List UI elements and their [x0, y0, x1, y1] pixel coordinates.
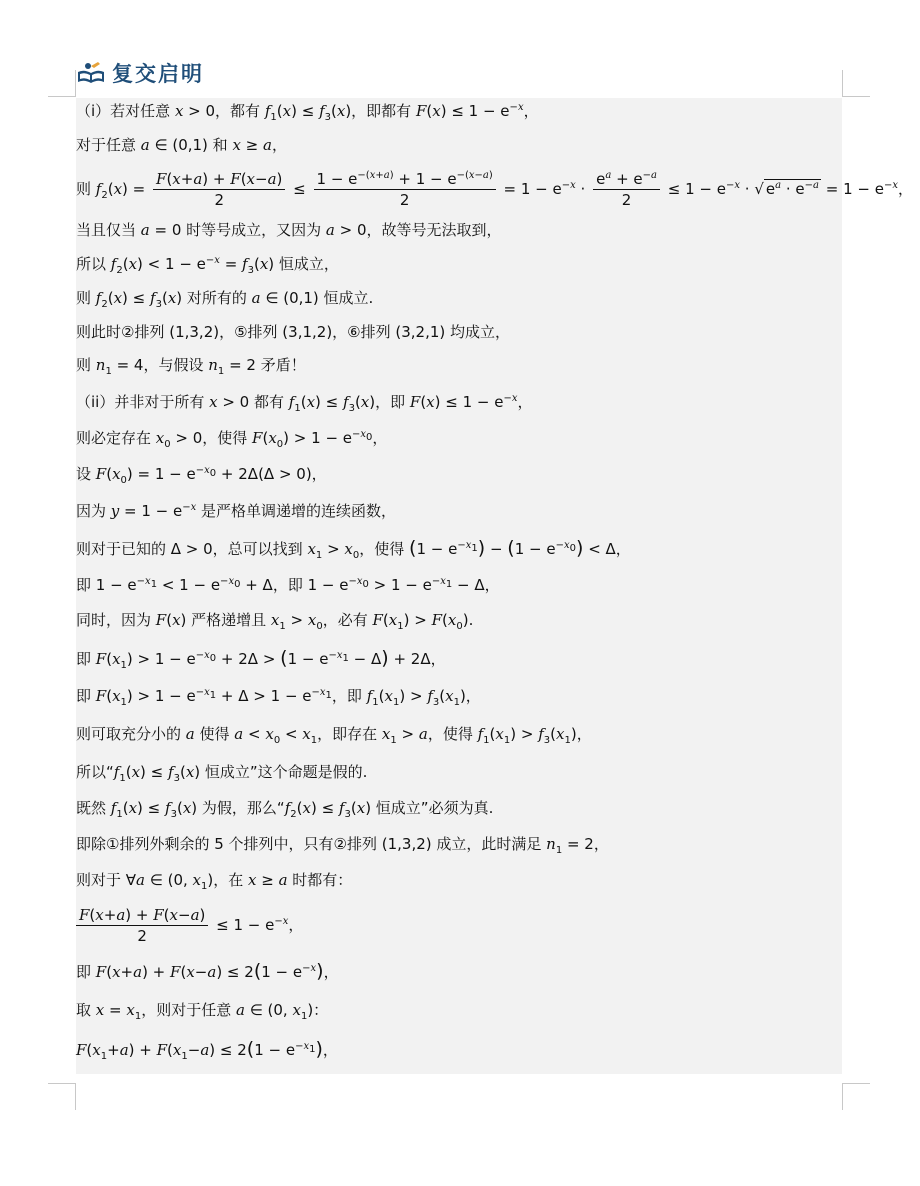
crop-mark-top-left-v — [75, 70, 76, 97]
text-line: 则可取充分小的 a 使得 $a < x_0 < x_1$，即存在 $x_1 > a$，使得 $f_1(x_1) > f_3(x_1)$， — [76, 725, 592, 746]
text-line: $\frac{F(x+a) + F(x-a)}{2}$ ≤ $1 - e^{-x}$， — [76, 904, 303, 946]
brand-logo — [76, 56, 204, 90]
text-line: 因为 $y = 1 - e^{-x}$ 是严格单调递增的连续函数， — [76, 502, 397, 520]
text-line: 所以“$f_1(x) \le f_3(x)$ 恒成立”这个命题是假的. — [76, 763, 368, 784]
crop-mark-top-right-v — [842, 70, 843, 97]
text-line: 即 $F(x_1) > 1 - e^{-x_1} + \Delta > 1 - e^{-x_1}$，即 $f_1(x_1) > f_3(x_1)$， — [76, 687, 481, 708]
brand-name: 复交启明 — [112, 61, 204, 86]
text-line: 即 $F(x_1) > 1 - e^{-x_0} + 2\Delta > (1 - e^{-x_1} - \Delta) + 2\Delta$， — [76, 647, 446, 671]
text-line: 当且仅当 a = 0 时等号成立，又因为 a > 0，故等号无法取到， — [76, 221, 502, 239]
text-line: 则对于 ∀a ∈ (0, $x_1$)，在 x ≥ a 时都有： — [76, 871, 353, 892]
text-line: 同时，因为 F(x) 严格递增且 $x_1 > x_0$，必有 $F(x_1) > F(x_0)$. — [76, 611, 474, 632]
crop-mark-bottom-right-v — [842, 1083, 843, 1110]
crop-mark-bottom-right-h — [842, 1083, 870, 1084]
open-book-logo-icon — [76, 60, 106, 86]
text-line: 所以 $f_2(x) < 1 - e^{-x} = f_3(x)$ 恒成立， — [76, 255, 339, 276]
text-line: 即 $F(x+a) + F(x-a) \le 2(1 - e^{-x})$， — [76, 960, 339, 982]
text-line: 则此时②排列 (1,3,2)，⑤排列 (3,1,2)，⑥排列 (3,2,1) 均成立， — [76, 323, 511, 341]
text-line: 则对于已知的 Δ > 0，总可以找到 $x_1 > x_0$，使得 $(1 - e^{-x_1}) - (1 - e^{-x_0}) < \Delta$， — [76, 537, 631, 561]
text-line: 即 $1 - e^{-x_1} < 1 - e^{-x_0} + \Delta$，即 $1 - e^{-x_0} > 1 - e^{-x_1} - \Delta$， — [76, 576, 500, 594]
text-line: $F(x_1+a) + F(x_1-a) \le 2(1 - e^{-x_1})$， — [76, 1038, 338, 1062]
text-line: （ii）并非对于所有 x > 0 都有 $f_1(x) \le f_3(x)$，即 $F(x) \le 1 - e^{-x}$， — [76, 393, 533, 414]
text-line: 对于任意 a ∈ (0,1) 和 x ≥ a， — [76, 136, 287, 154]
text-line: 设 $F(x_0) = 1 - e^{-x_0} + 2\Delta(\Delta > 0)$， — [76, 465, 327, 486]
text-line: 则 $n_1 = 4$，与假设 $n_1 = 2$ 矛盾！ — [76, 356, 306, 377]
text-line: 则必定存在 $x_0 > 0$，使得 $F(x_0) > 1 - e^{-x_0}$， — [76, 429, 388, 450]
text-line: 既然 $f_1(x) \le f_3(x)$ 为假，那么“$f_2(x) \le f_3(x)$ 恒成立”必须为真. — [76, 799, 494, 820]
text-line: 取 $x = x_1$，则对于任意 a ∈ (0, $x_1$)： — [76, 1001, 329, 1022]
text-line: 则 $f_2(x)$ = $\frac{F(x+a) + F(x-a)}{2}$ ≤ $\frac{1 - e^{-(x+a)} + 1 - e^{-(x-a)}}{2}$ = $1 - e^{-x}$ · $\frac{e^a + e^{-a}}{2}$ ≤ $1 - e^{-x}$ · √ $e^a \cdot e^{-a} = 1 - e^{-x}$， — [76, 170, 914, 209]
crop-mark-bottom-left-v — [75, 1083, 76, 1110]
crop-mark-top-right-h — [842, 96, 870, 97]
text-line: 则 $f_2(x) \le f_3(x)$ 对所有的 a ∈ (0,1) 恒成立. — [76, 289, 374, 310]
text-line: （i）若对任意 x > 0，都有 $f_1(x) \le f_3(x)$，即都有 $F(x) \le 1 - e^{-x}$， — [76, 102, 539, 123]
text-line: 即除①排列外剩余的 5 个排列中，只有②排列 (1,3,2) 成立，此时满足 $n_1 = 2$， — [76, 835, 609, 856]
crop-mark-bottom-left-h — [48, 1083, 76, 1084]
crop-mark-top-left-h — [48, 96, 76, 97]
